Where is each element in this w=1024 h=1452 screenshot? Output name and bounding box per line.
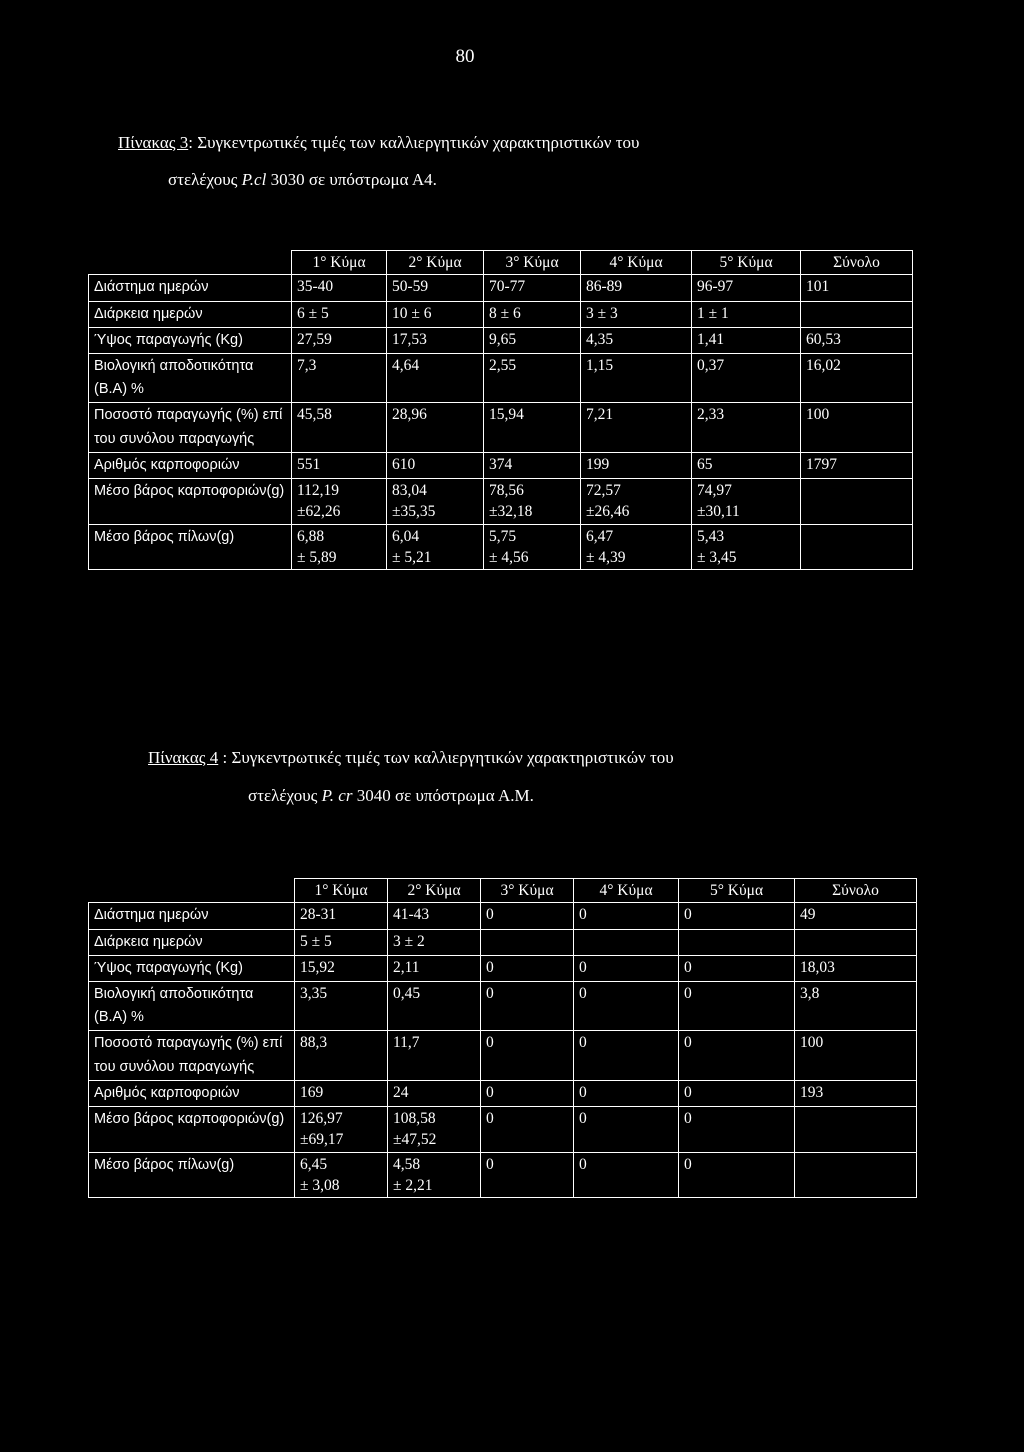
cell-value: 15,94 bbox=[489, 406, 524, 424]
cell-value: 65 bbox=[697, 455, 713, 473]
table-cell bbox=[801, 327, 913, 353]
table-cell bbox=[679, 1031, 795, 1080]
cell-value: 28,96 bbox=[392, 406, 427, 424]
row-label: Μέσο βάρος καρποφοριών(g) bbox=[89, 478, 292, 524]
cell-deviation: ± 5,21 bbox=[392, 549, 432, 566]
table-cell bbox=[387, 275, 484, 301]
table-cell bbox=[484, 353, 581, 402]
table-cell bbox=[295, 903, 388, 929]
cell-deviation: ±32,18 bbox=[489, 503, 533, 521]
row-label: Ποσοστό παραγωγής (%) επί του συνόλου παραγωγής bbox=[89, 1031, 295, 1080]
table-cell bbox=[292, 353, 387, 402]
table-3-strain-name: P.cl bbox=[241, 170, 267, 189]
cell-value: 0 bbox=[486, 906, 494, 924]
cell-value: 24 bbox=[393, 1083, 409, 1101]
table-row bbox=[89, 452, 913, 478]
cell-value: 11,7 bbox=[393, 1034, 420, 1052]
cell-value: 7,21 bbox=[586, 406, 614, 424]
table-cell bbox=[679, 903, 795, 929]
table-cell bbox=[801, 452, 913, 478]
cell-value: 0 bbox=[486, 984, 494, 1002]
table-cell bbox=[801, 353, 913, 402]
cell-deviation: ± 4,56 bbox=[489, 549, 529, 566]
cell-value: 96-97 bbox=[697, 278, 734, 296]
column-header: 5° Κύμα bbox=[679, 879, 795, 903]
cell-value: 0 bbox=[579, 958, 587, 976]
table-cell bbox=[388, 929, 481, 955]
cell-value: 0 bbox=[486, 1155, 494, 1173]
table-cell bbox=[679, 929, 795, 955]
table-cell bbox=[581, 327, 692, 353]
cell-value: 101 bbox=[806, 278, 830, 296]
table-row bbox=[89, 327, 913, 353]
cell-deviation: ±69,17 bbox=[300, 1131, 344, 1149]
table-cell bbox=[692, 275, 801, 301]
row-label: Μέσο βάρος πίλων(g) bbox=[89, 524, 292, 570]
cell-value: 112,19 bbox=[297, 481, 340, 499]
cell-value: 60,53 bbox=[806, 330, 841, 348]
cell-value: 6,45 bbox=[300, 1155, 328, 1173]
cell-value: 1797 bbox=[806, 455, 837, 473]
table-cell bbox=[484, 301, 581, 327]
cell-value: 193 bbox=[800, 1083, 824, 1101]
table-cell bbox=[388, 955, 481, 981]
table-3-caption-line2-suffix: 3030 σε υπόστρωμα Α4. bbox=[266, 170, 437, 189]
column-header: Σύνολο bbox=[801, 251, 913, 275]
cell-value: 7,3 bbox=[297, 356, 317, 374]
table-3 bbox=[88, 250, 913, 570]
table-cell bbox=[295, 929, 388, 955]
column-header: Σύνολο bbox=[795, 879, 917, 903]
cell-value: 0 bbox=[579, 984, 587, 1002]
table-cell bbox=[574, 981, 679, 1030]
table-4-caption-line2-suffix: 3040 σε υπόστρωμα Α.Μ. bbox=[352, 786, 534, 805]
table-cell bbox=[484, 327, 581, 353]
cell-value: 5,43 bbox=[697, 527, 725, 545]
cell-value: 3,35 bbox=[300, 984, 328, 1002]
cell-value: 126,97 bbox=[300, 1109, 343, 1127]
table-4 bbox=[88, 878, 917, 1198]
table-row bbox=[89, 403, 913, 452]
cell-deviation: ± 3,08 bbox=[300, 1177, 340, 1194]
cell-value: 6 ± 5 bbox=[297, 304, 329, 322]
column-header: 5° Κύμα bbox=[692, 251, 801, 275]
cell-value: 18,03 bbox=[800, 958, 835, 976]
cell-value: 88,3 bbox=[300, 1034, 328, 1052]
table-cell bbox=[581, 452, 692, 478]
table-cell bbox=[388, 1031, 481, 1080]
table-cell bbox=[795, 955, 917, 981]
table-cell bbox=[795, 1080, 917, 1106]
header-corner bbox=[89, 879, 295, 903]
table-cell bbox=[481, 1080, 574, 1106]
column-header: 2° Κύμα bbox=[387, 251, 484, 275]
cell-value: 3 ± 3 bbox=[586, 304, 618, 322]
cell-value: 15,92 bbox=[300, 958, 335, 976]
table-cell bbox=[481, 1106, 574, 1152]
cell-value: 0 bbox=[684, 1034, 692, 1052]
table-row bbox=[89, 981, 917, 1030]
table-cell bbox=[679, 981, 795, 1030]
table-row bbox=[89, 929, 917, 955]
row-label: Διάρκεια ημερών bbox=[89, 301, 292, 327]
table-cell bbox=[388, 1106, 481, 1152]
table-cell bbox=[387, 327, 484, 353]
table-cell bbox=[801, 478, 913, 524]
cell-value: 50-59 bbox=[392, 278, 429, 296]
table-3-caption-line2-prefix: στελέχους bbox=[168, 170, 242, 189]
cell-value: 3 ± 2 bbox=[393, 932, 425, 950]
table-row bbox=[89, 301, 913, 327]
table-cell bbox=[692, 301, 801, 327]
table-row bbox=[89, 1031, 917, 1080]
table-row bbox=[89, 1080, 917, 1106]
cell-value: 2,11 bbox=[393, 958, 420, 976]
header-corner bbox=[89, 251, 292, 275]
table-cell bbox=[481, 981, 574, 1030]
table-cell bbox=[574, 955, 679, 981]
table-cell bbox=[795, 981, 917, 1030]
cell-value: 5,75 bbox=[489, 527, 517, 545]
table-cell bbox=[679, 1080, 795, 1106]
table-cell bbox=[801, 403, 913, 452]
row-label: Διάστημα ημερών bbox=[89, 903, 295, 929]
table-cell bbox=[387, 403, 484, 452]
table-cell bbox=[801, 524, 913, 570]
row-label: Διάρκεια ημερών bbox=[89, 929, 295, 955]
table-cell bbox=[679, 1152, 795, 1198]
cell-value: 70-77 bbox=[489, 278, 526, 296]
table-cell bbox=[388, 981, 481, 1030]
cell-value: 0 bbox=[486, 1034, 494, 1052]
cell-deviation: ±35,35 bbox=[392, 503, 436, 521]
row-label: Βιολογική αποδοτικότητα (Β.Α) % bbox=[89, 981, 295, 1030]
table-cell bbox=[795, 903, 917, 929]
cell-value: 78,56 bbox=[489, 481, 524, 499]
cell-value: 610 bbox=[392, 455, 416, 473]
row-label: Διάστημα ημερών bbox=[89, 275, 292, 301]
cell-value: 74,97 bbox=[697, 481, 732, 499]
cell-value: 0 bbox=[579, 1083, 587, 1101]
cell-deviation: ± 3,45 bbox=[697, 549, 737, 566]
cell-value: 6,04 bbox=[392, 527, 420, 545]
cell-value: 1 ± 1 bbox=[697, 304, 729, 322]
cell-deviation: ±26,46 bbox=[586, 503, 630, 521]
column-header: 4° Κύμα bbox=[581, 251, 692, 275]
table-cell bbox=[692, 353, 801, 402]
table-cell bbox=[484, 478, 581, 524]
cell-value: 72,57 bbox=[586, 481, 621, 499]
table-cell bbox=[481, 903, 574, 929]
cell-value: 0 bbox=[486, 958, 494, 976]
cell-value: 0 bbox=[486, 1083, 494, 1101]
table-cell bbox=[387, 353, 484, 402]
cell-value: 9,65 bbox=[489, 330, 517, 348]
cell-value: 10 ± 6 bbox=[392, 304, 432, 322]
table-cell bbox=[692, 478, 801, 524]
row-label: Μέσο βάρος καρποφοριών(g) bbox=[89, 1106, 295, 1152]
table-row bbox=[89, 524, 913, 570]
table-cell bbox=[484, 524, 581, 570]
cell-deviation: ± 5,89 bbox=[297, 549, 337, 566]
table-cell bbox=[581, 403, 692, 452]
column-header: 3° Κύμα bbox=[484, 251, 581, 275]
cell-value: 2,55 bbox=[489, 356, 517, 374]
table-cell bbox=[295, 955, 388, 981]
row-label: Μέσο βάρος πίλων(g) bbox=[89, 1152, 295, 1198]
cell-value: 1,15 bbox=[586, 356, 614, 374]
row-label: Ύψος παραγωγής (Kg) bbox=[89, 955, 295, 981]
cell-value: 0 bbox=[486, 1109, 494, 1127]
cell-value: 0 bbox=[579, 1109, 587, 1127]
cell-value: 199 bbox=[586, 455, 610, 473]
table-cell bbox=[292, 478, 387, 524]
table-cell bbox=[387, 452, 484, 478]
row-label: Αριθμός καρποφοριών bbox=[89, 452, 292, 478]
table-cell bbox=[295, 1031, 388, 1080]
table-cell bbox=[292, 275, 387, 301]
cell-value: 17,53 bbox=[392, 330, 427, 348]
cell-value: 35-40 bbox=[297, 278, 334, 296]
table-row bbox=[89, 1106, 917, 1152]
cell-value: 108,58 bbox=[393, 1109, 436, 1127]
table-cell bbox=[581, 275, 692, 301]
column-header: 4° Κύμα bbox=[574, 879, 679, 903]
cell-value: 6,88 bbox=[297, 527, 325, 545]
table-cell bbox=[388, 903, 481, 929]
column-header: 1° Κύμα bbox=[292, 251, 387, 275]
table-cell bbox=[388, 1152, 481, 1198]
table-cell bbox=[574, 1106, 679, 1152]
table-row bbox=[89, 955, 917, 981]
table-3-caption-label: Πίνακας 3 bbox=[118, 133, 189, 152]
row-label: Ύψος παραγωγής (Kg) bbox=[89, 327, 292, 353]
column-header: 1° Κύμα bbox=[295, 879, 388, 903]
table-cell bbox=[484, 403, 581, 452]
header-row bbox=[89, 251, 913, 275]
table-cell bbox=[295, 1152, 388, 1198]
cell-value: 4,64 bbox=[392, 356, 420, 374]
table-4-caption-text: : Συγκεντρωτικές τιμές των καλλιεργητικών χαρακτηριστικών του bbox=[218, 748, 674, 767]
table-cell bbox=[801, 275, 913, 301]
column-header: 2° Κύμα bbox=[388, 879, 481, 903]
table-cell bbox=[574, 1080, 679, 1106]
table-row bbox=[89, 903, 917, 929]
table-cell bbox=[295, 1080, 388, 1106]
table-cell bbox=[581, 301, 692, 327]
table-row bbox=[89, 1152, 917, 1198]
table-4-strain-name: P. cr bbox=[321, 786, 353, 805]
table-cell bbox=[692, 524, 801, 570]
cell-deviation: ±30,11 bbox=[697, 503, 740, 521]
cell-value: 0 bbox=[684, 906, 692, 924]
table-cell bbox=[484, 452, 581, 478]
table-4-caption-line2 bbox=[248, 786, 534, 806]
table-3-caption-line2 bbox=[168, 170, 437, 190]
cell-value: 0,37 bbox=[697, 356, 725, 374]
cell-value: 0 bbox=[684, 984, 692, 1002]
cell-deviation: ± 4,39 bbox=[586, 549, 626, 566]
table-cell bbox=[581, 524, 692, 570]
cell-value: 0 bbox=[684, 1083, 692, 1101]
cell-value: 100 bbox=[806, 406, 830, 424]
cell-value: 86-89 bbox=[586, 278, 623, 296]
table-cell bbox=[581, 353, 692, 402]
cell-value: 41-43 bbox=[393, 906, 430, 924]
table-cell bbox=[574, 1152, 679, 1198]
table-cell bbox=[795, 1031, 917, 1080]
table-cell bbox=[692, 403, 801, 452]
table-cell bbox=[481, 1031, 574, 1080]
cell-value: 551 bbox=[297, 455, 321, 473]
table-cell bbox=[292, 452, 387, 478]
table-3-caption-text: : Συγκεντρωτικές τιμές των καλλιεργητικών χαρακτηριστικών του bbox=[188, 133, 640, 152]
table-cell bbox=[295, 1106, 388, 1152]
table-cell bbox=[387, 478, 484, 524]
cell-value: 3,8 bbox=[800, 984, 820, 1002]
table-cell bbox=[679, 1106, 795, 1152]
cell-value: 0 bbox=[684, 1109, 692, 1127]
table-3-caption bbox=[118, 133, 639, 153]
table-cell bbox=[292, 301, 387, 327]
table-cell bbox=[481, 955, 574, 981]
table-row bbox=[89, 353, 913, 402]
header-row bbox=[89, 879, 917, 903]
page-number: 80 bbox=[455, 46, 475, 67]
cell-value: 0 bbox=[684, 1155, 692, 1173]
table-cell bbox=[481, 1152, 574, 1198]
table-cell bbox=[795, 929, 917, 955]
table-cell bbox=[292, 327, 387, 353]
table-row bbox=[89, 275, 913, 301]
cell-value: 45,58 bbox=[297, 406, 332, 424]
row-label: Ποσοστό παραγωγής (%) επί του συνόλου παραγωγής bbox=[89, 403, 292, 452]
table-cell bbox=[387, 301, 484, 327]
cell-value: 169 bbox=[300, 1083, 324, 1101]
table-row bbox=[89, 478, 913, 524]
table-cell bbox=[581, 478, 692, 524]
table-cell bbox=[574, 929, 679, 955]
cell-value: 8 ± 6 bbox=[489, 304, 521, 322]
cell-value: 28-31 bbox=[300, 906, 337, 924]
table-cell bbox=[387, 524, 484, 570]
table-cell bbox=[292, 403, 387, 452]
table-cell bbox=[574, 1031, 679, 1080]
cell-value: 2,33 bbox=[697, 406, 725, 424]
cell-value: 49 bbox=[800, 906, 816, 924]
cell-value: 0,45 bbox=[393, 984, 421, 1002]
table-cell bbox=[692, 327, 801, 353]
cell-value: 0 bbox=[579, 1155, 587, 1173]
cell-value: 100 bbox=[800, 1034, 824, 1052]
cell-value: 0 bbox=[579, 1034, 587, 1052]
table-cell bbox=[481, 929, 574, 955]
cell-value: 6,47 bbox=[586, 527, 614, 545]
table-4-caption-label: Πίνακας 4 bbox=[148, 748, 219, 767]
table-4-caption bbox=[148, 748, 674, 768]
row-label: Αριθμός καρποφοριών bbox=[89, 1080, 295, 1106]
table-cell bbox=[295, 981, 388, 1030]
cell-value: 4,35 bbox=[586, 330, 614, 348]
table-cell bbox=[484, 275, 581, 301]
cell-value: 0 bbox=[684, 958, 692, 976]
table-cell bbox=[795, 1106, 917, 1152]
table-cell bbox=[801, 301, 913, 327]
cell-deviation: ± 2,21 bbox=[393, 1177, 433, 1194]
cell-deviation: ±47,52 bbox=[393, 1131, 437, 1149]
cell-value: 16,02 bbox=[806, 356, 841, 374]
table-cell bbox=[692, 452, 801, 478]
table-cell bbox=[795, 1152, 917, 1198]
row-label: Βιολογική αποδοτικότητα (Β.Α) % bbox=[89, 353, 292, 402]
column-header: 3° Κύμα bbox=[481, 879, 574, 903]
table-cell bbox=[388, 1080, 481, 1106]
table-4-caption-line2-prefix: στελέχους bbox=[248, 786, 322, 805]
table-cell bbox=[679, 955, 795, 981]
table-cell bbox=[292, 524, 387, 570]
cell-value: 1,41 bbox=[697, 330, 725, 348]
cell-value: 5 ± 5 bbox=[300, 932, 332, 950]
cell-value: 4,58 bbox=[393, 1155, 421, 1173]
cell-value: 374 bbox=[489, 455, 513, 473]
cell-value: 83,04 bbox=[392, 481, 427, 499]
table-cell bbox=[574, 903, 679, 929]
cell-deviation: ±62,26 bbox=[297, 503, 341, 521]
cell-value: 0 bbox=[579, 906, 587, 924]
cell-value: 27,59 bbox=[297, 330, 332, 348]
